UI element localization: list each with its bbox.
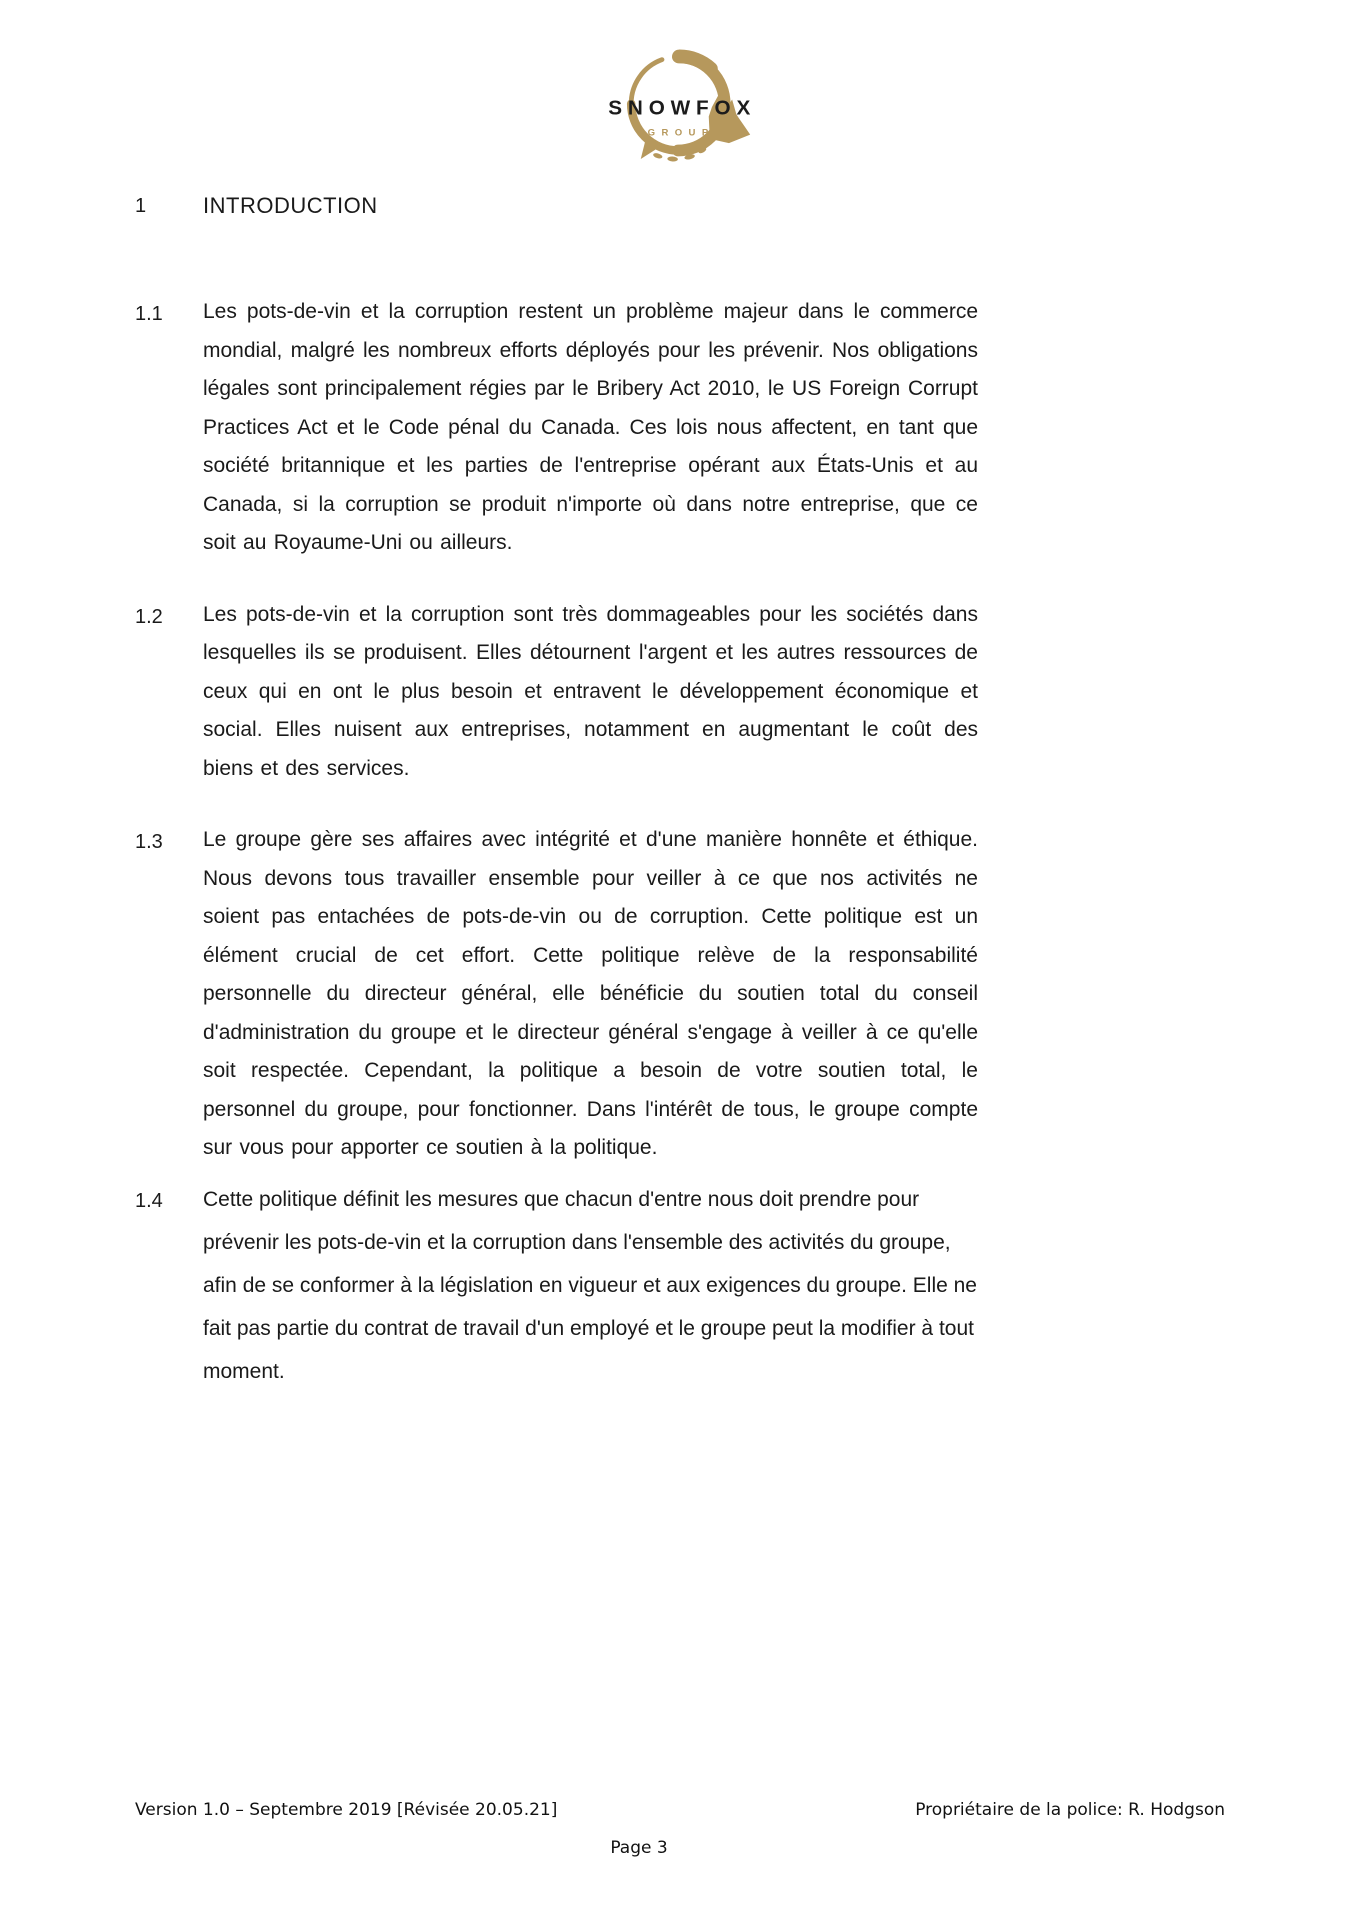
section-heading xyxy=(135,193,978,219)
paragraph-text: Le groupe gère ses affaires avec intégrité et d'une manière honnête et éthique. Nous devons tous travailler ensemble pour veiller à ce que nos activités ne soient pas entachées de pots-de-vin ou de corruption. Cette politique est un élément crucial de cet effort. Cette politique relève de la responsabilité personnelle du directeur général, elle bénéficie du soutien total du conseil d'administration du groupe et le directeur général s'engage à veiller à ce qu'elle soit respectée. Cependant, la politique a besoin de votre soutien total, le personnel du groupe, pour fonctionner. Dans l'intérêt de tous, le groupe compte sur vous pour apporter ce soutien à la politique. xyxy=(203,828,978,1159)
paragraph-1-3 xyxy=(135,821,978,1168)
paragraph-number: 1.3 xyxy=(135,831,163,853)
section-number: 1 xyxy=(135,195,147,217)
logo-subtitle-text: GROUP xyxy=(647,127,715,139)
paragraph-text: Les pots-de-vin et la corruption sont très dommageables pour les sociétés dans lesquelles ils se produisent. Elles détournent l'argent et les autres ressources de ceux qui en ont le plus besoin et entravent le développement économique et social. Elles nuisent aux entreprises, notamment en augmentant le coût des biens et des services. xyxy=(203,602,978,780)
paragraph-number: 1.4 xyxy=(135,1189,163,1212)
snowfox-logo xyxy=(0,40,1358,176)
fox-brush-icon xyxy=(594,40,764,176)
paragraph-1-2 xyxy=(135,596,978,789)
page-number: Page 3 xyxy=(610,1838,668,1858)
paragraph-1-4 xyxy=(135,1178,978,1393)
footer-version-text: Version 1.0 – Septembre 2019 [Révisée 20.05.21] xyxy=(135,1800,558,1820)
paragraph-1-1 xyxy=(135,293,978,563)
logo-brand-text: SNOWFOX xyxy=(608,96,757,120)
paragraph-text: Cette politique définit les mesures que chacun d'entre nous doit prendre pour prévenir les pots-de-vin et la corruption dans l'ensemble des activités du groupe, afin de se conformer à la législation en vigueur et aux exigences du groupe. Elle ne fait pas partie du contrat de travail d'un employé et le groupe peut la modifier à tout moment. xyxy=(203,1187,977,1383)
paragraph-number: 1.1 xyxy=(135,303,163,325)
paragraph-number: 1.2 xyxy=(135,605,163,628)
page-footer xyxy=(135,1800,1225,1820)
document-body xyxy=(135,193,978,1393)
paragraph-text: Les pots-de-vin et la corruption restent un problème majeur dans le commerce mondial, malgré les nombreux efforts déployés pour les prévenir. Nos obligations légales sont principalement régies par le Bribery Act 2010, le US Foreign Corrupt Practices Act et le Code pénal du Canada. Ces lois nous affectent, en tant que société britannique et les parties de l'entreprise opérant aux États-Unis et au Canada, si la corruption se produit n'importe où dans notre entreprise, que ce soit au Royaume-Uni ou ailleurs. xyxy=(203,300,978,554)
footer-owner-text: Propriétaire de la police: R. Hodgson xyxy=(915,1800,1225,1820)
section-title: INTRODUCTION xyxy=(203,193,378,218)
